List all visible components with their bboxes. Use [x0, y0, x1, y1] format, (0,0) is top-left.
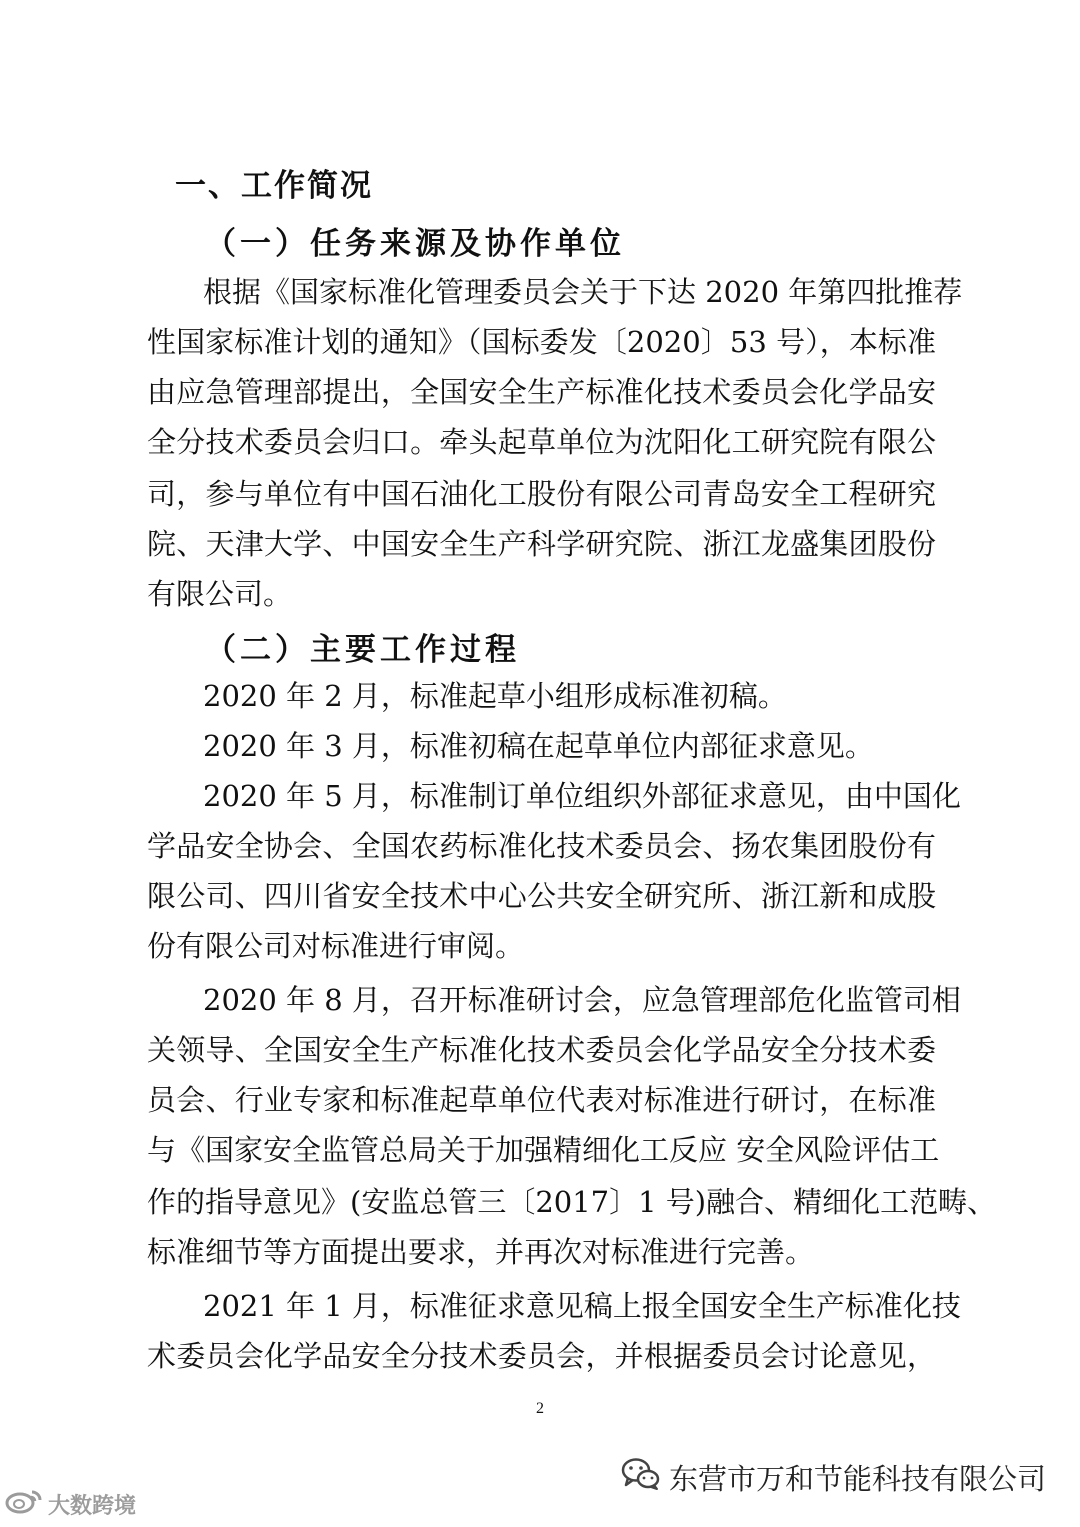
- paragraph-line: 员会、行业专家和标准起草单位代表对标准进行研讨，在标准: [147, 1083, 936, 1117]
- paragraph-line: 2020 年 3 月，标准初稿在起草单位内部征求意见。: [203, 729, 874, 763]
- paragraph-line: 标准细节等方面提出要求，并再次对标准进行完善。: [147, 1235, 815, 1269]
- paragraph-line: 份有限公司对标准进行审阅。: [147, 929, 525, 963]
- wechat-logo-icon: [621, 1457, 661, 1498]
- section-2-title: （二）主要工作过程: [205, 632, 520, 668]
- paragraph-line: 2020 年 5 月，标准制订单位组织外部征求意见，由中国化: [203, 779, 961, 813]
- paragraph-line: 有限公司。: [147, 577, 293, 611]
- section-1-title: （一）任务来源及协作单位: [205, 226, 625, 262]
- paragraph-line: 2020 年 2 月，标准起草小组形成标准初稿。: [203, 679, 787, 713]
- paragraph-line: 术委员会化学品安全分技术委员会，并根据委员会讨论意见，: [147, 1339, 936, 1373]
- weibo-logo-icon: [4, 1488, 44, 1520]
- paragraph-line: 院、天津大学、中国安全生产科学研究院、浙江龙盛集团股份: [147, 527, 936, 561]
- paragraph-line: 2020 年 8 月，召开标准研讨会，应急管理部危化监管司相: [203, 983, 961, 1017]
- paragraph-line: 由应急管理部提出，全国安全生产标准化技术委员会化学品安: [147, 375, 936, 409]
- paragraph-line: 作的指导意见》(安监总管三〔2017〕1 号)融合、精细化工范畴、: [147, 1185, 997, 1219]
- paragraph-line: 性国家标准计划的通知》（国标委发〔2020〕53 号），本标准: [147, 325, 936, 359]
- watermark-right-text: 东营市万和节能科技有限公司: [668, 1461, 1046, 1496]
- paragraph-line: 关领导、全国安全生产标准化技术委员会化学品安全分技术委: [147, 1033, 936, 1067]
- page-number: 2: [536, 1400, 544, 1417]
- paragraph-line: 学品安全协会、全国农药标准化技术委员会、扬农集团股份有: [147, 829, 936, 863]
- paragraph-line: 2021 年 1 月，标准征求意见稿上报全国安全生产标准化技: [203, 1289, 961, 1323]
- paragraph-line: 司，参与单位有中国石油化工股份有限公司青岛安全工程研究: [147, 477, 936, 511]
- paragraph-line: 限公司、四川省安全技术中心公共安全研究所、浙江新和成股: [147, 879, 936, 913]
- paragraph-line: 与《国家安全监管总局关于加强精细化工反应 安全风险评估工: [147, 1133, 940, 1167]
- watermark-left: [4, 1488, 136, 1520]
- heading-work-overview: 一、工作简况: [175, 168, 373, 204]
- paragraph-line: 全分技术委员会归口。牵头起草单位为沈阳化工研究院有限公: [147, 425, 936, 459]
- watermark-right: [621, 1453, 1046, 1501]
- paragraph-line: 根据《国家标准化管理委员会关于下达 2020 年第四批推荐: [203, 275, 963, 309]
- watermark-left-text: 大数跨境: [48, 1493, 137, 1519]
